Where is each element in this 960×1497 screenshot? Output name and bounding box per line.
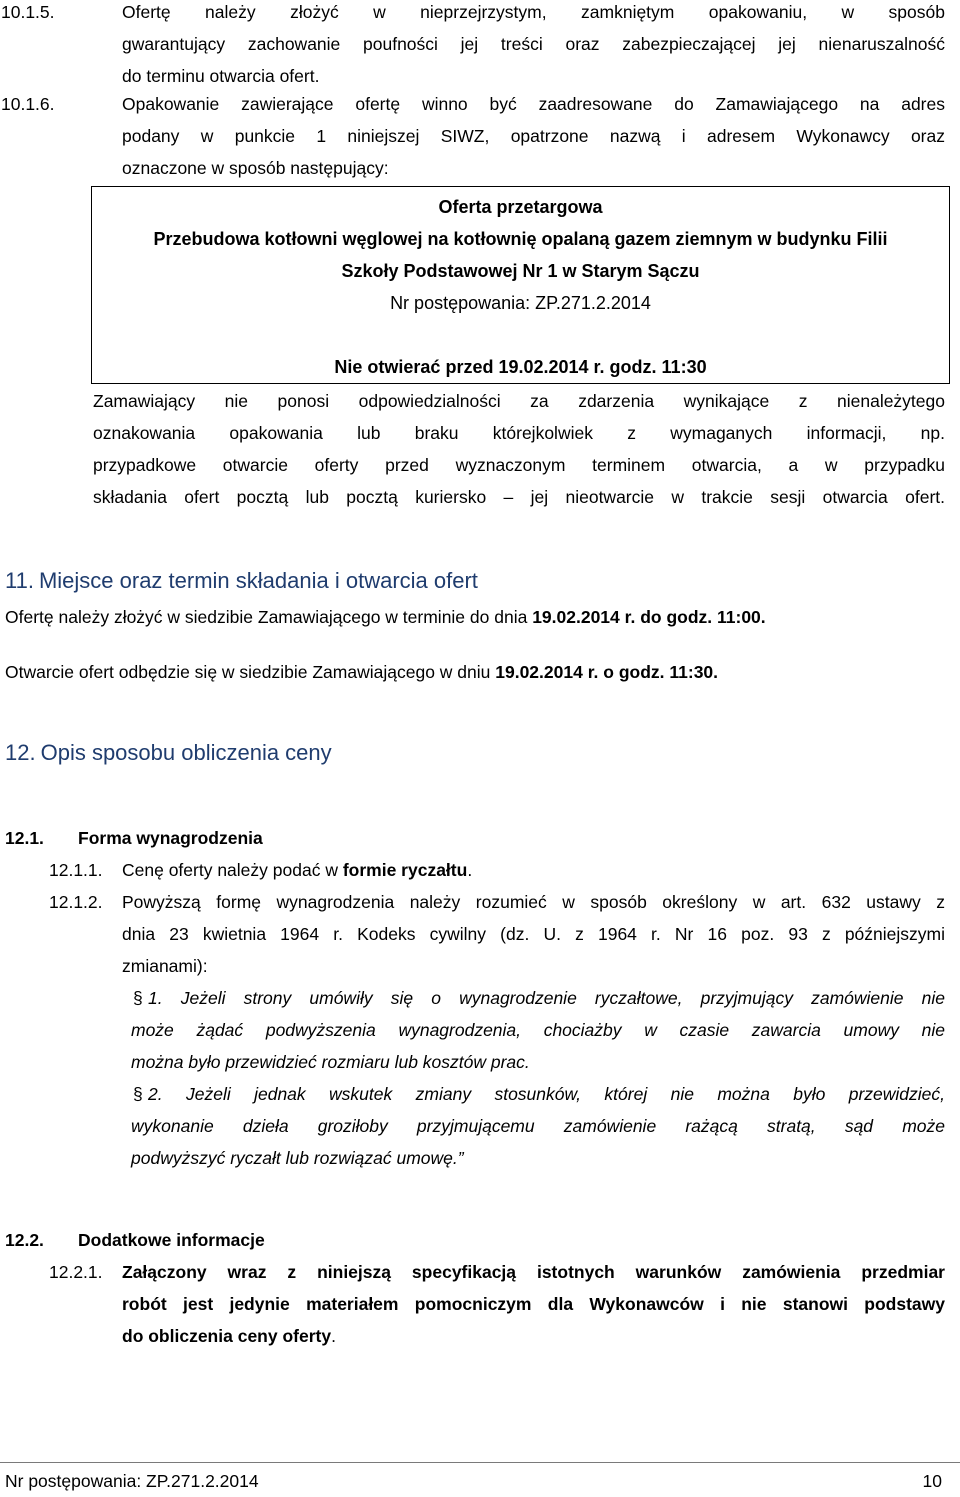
footer-case-number: Nr postępowania: ZP.271.2.2014 xyxy=(5,1471,259,1491)
paragraph-line: przypadkowe otwarcie oferty przed wyznaczonym terminem otwarcia, a w przypadku xyxy=(93,455,945,475)
paragraph-line: do terminu otwarcia ofert. xyxy=(122,66,320,86)
item-text-bold: formie ryczałtu xyxy=(342,860,468,880)
quote-line: można było przewidzieć rozmiaru lub kosztów prac. xyxy=(131,1052,530,1072)
item-text-tail: . xyxy=(467,860,473,880)
quote-line: podwyższyć ryczałt lub rozwiązać umowę.” xyxy=(131,1148,464,1168)
paragraph-line: gwarantujący zachowanie poufności jej treści oraz zabezpieczającej jej nienaruszalność xyxy=(122,34,945,54)
item-number: 12.1.2. xyxy=(49,892,103,912)
paragraph-sign: § xyxy=(133,1084,143,1104)
item-number: 12.1.1. xyxy=(49,860,103,880)
paragraph-sign: § xyxy=(133,988,143,1008)
paragraph-line: Powyższą formę wynagrodzenia należy rozumieć w sposób określony w art. 632 ustawy z xyxy=(122,892,945,912)
paragraph-line: Załączony wraz z niniejszą specyfikacją istotnych warunków zamówienia przedmiar xyxy=(122,1262,945,1282)
item-text-plain: Cenę oferty należy podać w xyxy=(122,860,343,880)
section-number: 11. xyxy=(5,568,34,593)
footer-divider xyxy=(0,1462,960,1463)
submission-paragraph xyxy=(5,601,766,633)
paragraph-line xyxy=(122,1320,336,1352)
section-number: 12. xyxy=(5,740,36,765)
opening-date: 19.02.2014 r. o godz. 11:30. xyxy=(495,662,719,682)
section-title: Miejsce oraz termin składania i otwarcia ofert xyxy=(38,568,478,593)
paragraph-line-bold: do obliczenia ceny oferty xyxy=(122,1326,332,1346)
opening-paragraph xyxy=(5,656,718,688)
paragraph-line: Ofertę należy złożyć w nieprzejrzystym, zamkniętym opakowaniu, w sposób xyxy=(122,2,945,22)
paragraph-line: składania ofert pocztą lub pocztą kuriersko – jej nieotwarcie w trakcie sesji otwarcia ofert. xyxy=(93,487,945,507)
paragraph-line: Opakowanie zawierające ofertę winno być zaadresowane do Zamawiającego na adres xyxy=(122,94,945,114)
submission-deadline: 19.02.2014 r. do godz. 11:00. xyxy=(532,607,766,627)
label-subject: Przebudowa kotłowni węglowej na kotłownię opalaną gazem ziemnym w budynku Filii xyxy=(153,229,888,249)
section-12-heading xyxy=(5,737,332,769)
paragraph-line: Zamawiający nie ponosi odpowiedzialności za zdarzenia wynikające z nienależytego xyxy=(93,391,945,411)
item-number: 12.2.1. xyxy=(49,1262,103,1282)
quote-line: 1. Jeżeli strony umówiły się o wynagrodzenie ryczałtowe, przyjmujący zamówienie nie xyxy=(148,988,945,1008)
quote-line: 2. Jeżeli jednak wskutek zmiany stosunków, której nie można było przewidzieć, xyxy=(148,1084,945,1104)
paragraph-line: robót jest jedynie materiałem pomocniczym dla Wykonawców i nie stanowi podstawy xyxy=(122,1294,945,1314)
paragraph-line: zmianami): xyxy=(122,956,208,976)
paragraph-line-tail: . xyxy=(331,1326,336,1346)
section-11-heading xyxy=(5,565,478,597)
label-do-not-open: Nie otwierać przed 19.02.2014 r. godz. 11:30 xyxy=(334,357,707,377)
subsection-12-2-title: Dodatkowe informacje xyxy=(78,1230,265,1250)
paragraph-line: dnia 23 kwietnia 1964 r. Kodeks cywilny (dz. U. z 1964 r. Nr 16 poz. 93 z późniejszymi xyxy=(122,924,945,944)
page-number: 10 xyxy=(922,1471,942,1491)
quote-line: wykonanie dzieła groziłoby przyjmującemu zamówienie rażącą stratą, sąd może xyxy=(131,1116,945,1136)
label-title: Oferta przetargowa xyxy=(438,197,603,217)
label-subject: Szkoły Podstawowej Nr 1 w Starym Sączu xyxy=(341,261,700,281)
envelope-label-box xyxy=(91,186,950,384)
subsection-12-1-heading xyxy=(5,822,44,854)
paragraph-line: oznaczone w sposób następujący: xyxy=(122,158,389,178)
paragraph-text: Ofertę należy złożyć w siedzibie Zamawiającego w terminie do dnia xyxy=(5,607,533,627)
item-text xyxy=(122,854,472,886)
quote-line: może żądać podwyższenia wynagrodzenia, chociażby w czasie zawarcia umowy nie xyxy=(131,1020,945,1040)
item-number: 10.1.6. xyxy=(1,94,55,114)
subsection-number: 12.1. xyxy=(5,828,44,848)
subsection-12-2-number: 12.2. xyxy=(5,1230,44,1250)
paragraph-line: oznakowania opakowania lub braku którejkolwiek z wymaganych informacji, np. xyxy=(93,423,945,443)
paragraph-text: Otwarcie ofert odbędzie się w siedzibie Zamawiającego w dniu xyxy=(5,662,496,682)
subsection-12-1-title: Forma wynagrodzenia xyxy=(78,828,263,848)
label-case-number: Nr postępowania: ZP.271.2.2014 xyxy=(390,293,651,313)
section-title: Opis sposobu obliczenia ceny xyxy=(40,740,332,765)
item-number: 10.1.5. xyxy=(1,2,55,22)
paragraph-line: podany w punkcie 1 niniejszej SIWZ, opatrzone nazwą i adresem Wykonawcy oraz xyxy=(122,126,945,146)
